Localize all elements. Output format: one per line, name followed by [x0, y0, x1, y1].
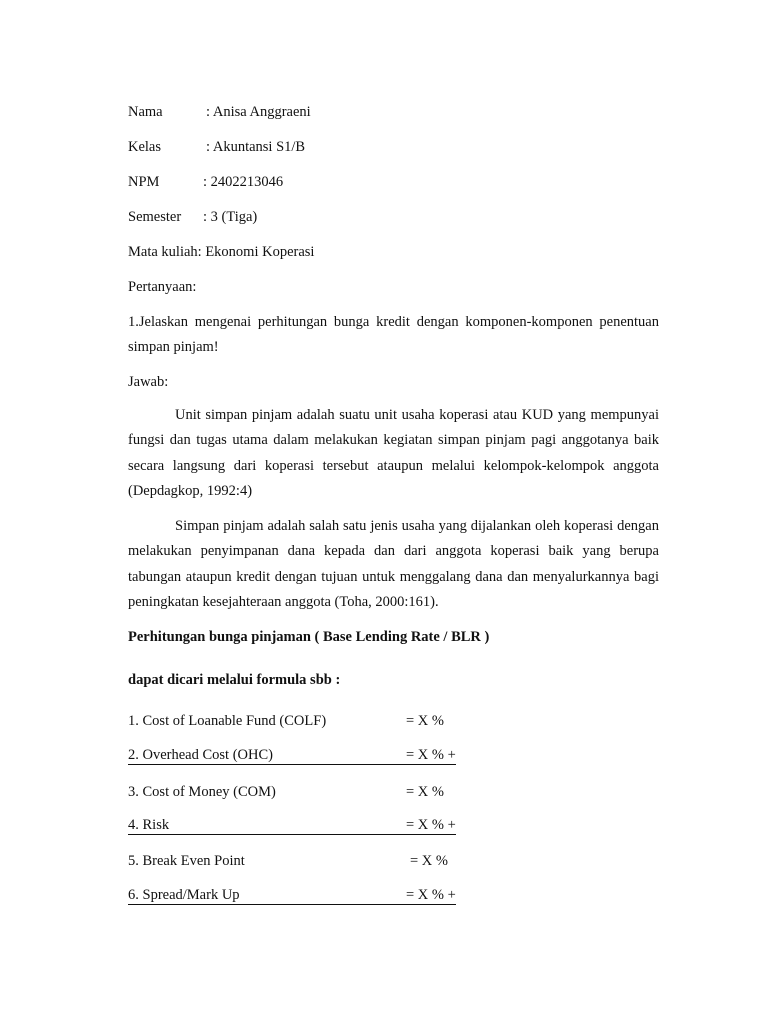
formula-name: 2. Overhead Cost (OHC) — [128, 747, 273, 763]
formula-row-ohc — [128, 747, 456, 765]
question-label: Pertanyaan: — [128, 279, 197, 295]
formula-value: = X % — [410, 853, 448, 869]
formula-name: 5. Break Even Point — [128, 853, 245, 869]
formula-row-risk — [128, 817, 456, 835]
npm-value: : 2402213046 — [203, 174, 284, 190]
info-row-nama — [128, 103, 311, 121]
formula-name: 6. Spread/Mark Up — [128, 887, 240, 903]
formula-value: = X % + — [406, 817, 456, 833]
kelas-value: : Akuntansi S1/B — [206, 139, 306, 155]
formula-name: 3. Cost of Money (COM) — [128, 784, 276, 800]
formula-row-spread — [128, 887, 456, 905]
answer-label: Jawab: — [128, 374, 169, 390]
heading-blr: Perhitungan bunga pinjaman ( Base Lending Rate / BLR ) — [128, 629, 490, 645]
info-row-npm — [128, 173, 283, 191]
matkul-line: Mata kuliah: Ekonomi Koperasi — [128, 244, 315, 260]
formula-value: = X % + — [406, 887, 456, 903]
semester-value: : 3 (Tiga) — [203, 209, 258, 225]
heading-formula: dapat dicari melalui formula sbb : — [128, 672, 341, 688]
nama-label: Nama — [128, 104, 163, 120]
formula-name: 4. Risk — [128, 817, 170, 833]
nama-value: : Anisa Anggraeni — [206, 104, 311, 120]
info-row-semester — [128, 208, 257, 226]
formula-value: = X % — [406, 713, 444, 729]
npm-label: NPM — [128, 174, 160, 190]
answer-paragraph-1: Unit simpan pinjam adalah suatu unit usaha koperasi atau KUD yang mempunyai fungsi dan tugas utama dalam melakukan kegiatan simpan pinjam pagi anggotanya baik secara langsung dari koperasi tersebut ataupun melalui kelompok-kelompok anggota (Depdagkop, 1992:4) — [128, 407, 659, 499]
question-text: 1.Jelaskan mengenai perhitungan bunga kredit dengan komponen-komponen penentuan simpan pinjam! — [128, 314, 659, 356]
formula-name: 1. Cost of Loanable Fund (COLF) — [128, 713, 327, 729]
semester-label: Semester — [128, 209, 182, 225]
kelas-label: Kelas — [128, 139, 162, 155]
formula-value: = X % — [406, 784, 444, 800]
formula-row-com — [128, 783, 444, 801]
formula-value: = X % + — [406, 747, 456, 763]
formula-row-colf — [128, 712, 444, 730]
answer-paragraph-2: Simpan pinjam adalah salah satu jenis usaha yang dijalankan oleh koperasi dengan melakukan penyimpanan dana kepada dan dari anggota koperasi baik yang berupa tabungan ataupun kredit dengan tujuan untuk menggalang dana dan menyalurkannya bagi peningkatan kesejahteraan anggota (Toha, 2000:161). — [128, 518, 659, 610]
formula-row-bep — [128, 852, 448, 870]
info-row-kelas — [128, 138, 305, 156]
